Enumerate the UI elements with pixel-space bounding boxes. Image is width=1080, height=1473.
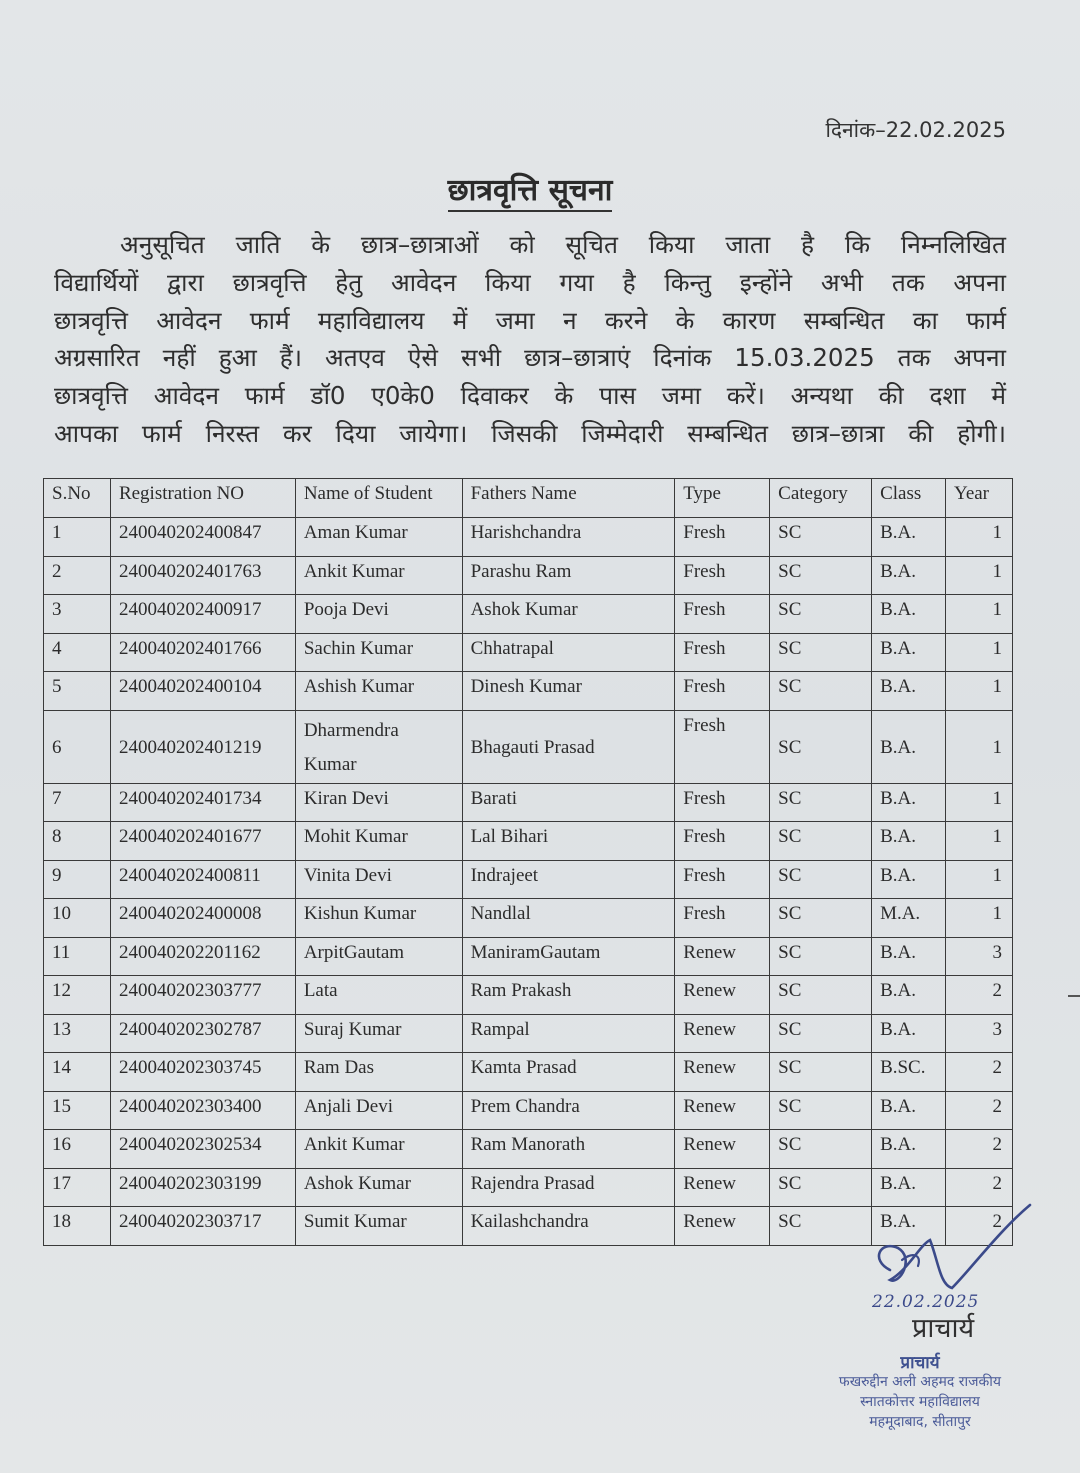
cell-student-name: Ankit Kumar <box>295 1130 462 1169</box>
cell-type: Renew <box>675 1014 770 1053</box>
table-row <box>44 899 1013 938</box>
cell-registration: 240040202302534 <box>110 1130 295 1169</box>
cell-registration: 240040202303717 <box>110 1207 295 1246</box>
cell-father-name: Rampal <box>462 1014 675 1053</box>
cell-sno: 1 <box>44 518 111 557</box>
cell-category: SC <box>770 783 872 822</box>
cell-father-name: ManiramGautam <box>462 937 675 976</box>
table-row <box>44 556 1013 595</box>
table-row <box>44 1130 1013 1169</box>
cell-year: 3 <box>946 937 1013 976</box>
cell-type: Renew <box>675 976 770 1015</box>
cell-type: Fresh <box>675 672 770 711</box>
cell-type: Renew <box>675 1091 770 1130</box>
cell-student-name: Ankit Kumar <box>295 556 462 595</box>
cell-father-name: Dinesh Kumar <box>462 672 675 711</box>
cell-student-name: Kishun Kumar <box>295 899 462 938</box>
cell-year: 1 <box>946 710 1013 783</box>
cell-year: 2 <box>946 1091 1013 1130</box>
cell-type: Fresh <box>675 518 770 557</box>
cell-sno: 4 <box>44 633 111 672</box>
table-row <box>44 633 1013 672</box>
cell-sno: 15 <box>44 1091 111 1130</box>
cell-student-name: Kiran Devi <box>295 783 462 822</box>
cell-sno: 8 <box>44 822 111 861</box>
header-year: Year <box>946 479 1013 518</box>
cell-class: B.A. <box>872 595 946 634</box>
cell-class: B.A. <box>872 1130 946 1169</box>
notice-line: अग्रसारित नहीं हुआ हैं। अतएव ऐसे सभी छात्र–छात्राएं दिनांक 15.03.2025 तक अपना <box>54 343 1006 373</box>
header-registration: Registration NO <box>110 479 295 518</box>
cell-year: 2 <box>946 1168 1013 1207</box>
cell-type: Renew <box>675 1053 770 1092</box>
cell-student-name: Pooja Devi <box>295 595 462 634</box>
cell-type: Fresh <box>675 633 770 672</box>
header-class: Class <box>872 479 946 518</box>
cell-category: SC <box>770 710 872 783</box>
cell-year: 2 <box>946 1130 1013 1169</box>
table-row <box>44 672 1013 711</box>
stamp-line-college-type: स्नातकोत्तर महाविद्यालय <box>860 1394 980 1410</box>
cell-student-name: Mohit Kumar <box>295 822 462 861</box>
cell-year: 1 <box>946 822 1013 861</box>
cell-registration: 240040202401219 <box>110 710 295 783</box>
cell-registration: 240040202201162 <box>110 937 295 976</box>
cell-registration: 240040202400104 <box>110 672 295 711</box>
cell-class: B.A. <box>872 633 946 672</box>
cell-category: SC <box>770 518 872 557</box>
cell-category: SC <box>770 556 872 595</box>
cell-sno: 6 <box>44 710 111 783</box>
cell-class: B.A. <box>872 937 946 976</box>
cell-registration: 240040202400917 <box>110 595 295 634</box>
notice-title-text: छात्रवृत्ति सूचना <box>448 173 613 212</box>
cell-student-name: Anjali Devi <box>295 1091 462 1130</box>
table-row <box>44 710 1013 783</box>
table-row <box>44 783 1013 822</box>
notice-line: विद्यार्थियों द्वारा छात्रवृत्ति हेतु आवेदन किया गया है किन्तु इन्होंने अभी तक अपना <box>54 267 1006 297</box>
notice-date: दिनांक–22.02.2025 <box>825 118 1006 142</box>
cell-category: SC <box>770 822 872 861</box>
cell-class: B.A. <box>872 518 946 557</box>
cell-registration: 240040202400811 <box>110 860 295 899</box>
table-body <box>44 518 1013 1246</box>
cell-class: B.A. <box>872 976 946 1015</box>
cell-year: 2 <box>946 976 1013 1015</box>
cell-student-name: Ram Das <box>295 1053 462 1092</box>
cell-class: B.A. <box>872 556 946 595</box>
signature-block <box>800 1200 1060 1450</box>
cell-year: 1 <box>946 783 1013 822</box>
cell-year: 2 <box>946 1207 1013 1246</box>
notice-line: छात्रवृत्ति आवेदन फार्म डॉ0 ए0के0 दिवाकर के पास जमा करें। अन्यथा की दशा में <box>54 381 1006 411</box>
cell-father-name: Harishchandra <box>462 518 675 557</box>
cell-type: Fresh <box>675 899 770 938</box>
header-sno: S.No <box>44 479 111 518</box>
cell-year: 3 <box>946 1014 1013 1053</box>
cell-sno: 18 <box>44 1207 111 1246</box>
cell-class: B.A. <box>872 672 946 711</box>
cell-type: Fresh <box>675 860 770 899</box>
notice-line: आपका फार्म निरस्त कर दिया जायेगा। जिसकी जिम्मेदारी सम्बन्धित छात्र–छात्रा की होगी। <box>54 418 1006 448</box>
cell-student-name: Sachin Kumar <box>295 633 462 672</box>
principal-designation: प्राचार्य <box>912 1313 975 1344</box>
edge-mark <box>1068 995 1080 997</box>
cell-father-name: Ashok Kumar <box>462 595 675 634</box>
cell-sno: 16 <box>44 1130 111 1169</box>
notice-title <box>0 168 1060 209</box>
cell-student-name: ArpitGautam <box>295 937 462 976</box>
table-row <box>44 976 1013 1015</box>
cell-registration: 240040202303777 <box>110 976 295 1015</box>
cell-year: 1 <box>946 518 1013 557</box>
cell-registration: 240040202400847 <box>110 518 295 557</box>
table-row <box>44 822 1013 861</box>
cell-year: 1 <box>946 860 1013 899</box>
cell-sno: 3 <box>44 595 111 634</box>
cell-student-name: Lata <box>295 976 462 1015</box>
cell-student-name: Aman Kumar <box>295 518 462 557</box>
cell-father-name: Barati <box>462 783 675 822</box>
cell-registration: 240040202401734 <box>110 783 295 822</box>
cell-sno: 5 <box>44 672 111 711</box>
cell-registration: 240040202303400 <box>110 1091 295 1130</box>
stamp-title: प्राचार्य <box>900 1353 940 1373</box>
cell-sno: 9 <box>44 860 111 899</box>
signature-stroke <box>879 1205 1030 1288</box>
cell-sno: 17 <box>44 1168 111 1207</box>
table-row <box>44 860 1013 899</box>
cell-sno: 2 <box>44 556 111 595</box>
cell-class: B.A. <box>872 822 946 861</box>
cell-year: 1 <box>946 899 1013 938</box>
cell-class: B.A. <box>872 1207 946 1246</box>
cell-father-name: Lal Bihari <box>462 822 675 861</box>
cell-father-name: Prem Chandra <box>462 1091 675 1130</box>
cell-father-name: Bhagauti Prasad <box>462 710 675 783</box>
cell-category: SC <box>770 976 872 1015</box>
cell-father-name: Chhatrapal <box>462 633 675 672</box>
cell-sno: 11 <box>44 937 111 976</box>
cell-type: Fresh <box>675 783 770 822</box>
cell-father-name: Rajendra Prasad <box>462 1168 675 1207</box>
cell-sno: 10 <box>44 899 111 938</box>
cell-class: B.A. <box>872 1091 946 1130</box>
student-name-line: Dharmendra <box>303 719 399 741</box>
cell-father-name: Nandlal <box>462 899 675 938</box>
notice-line: छात्रवृत्ति आवेदन फार्म महाविद्यालय में जमा न करने के कारण सम्बन्धित का फार्म <box>54 305 1006 335</box>
cell-father-name: Kamta Prasad <box>462 1053 675 1092</box>
notice-body <box>54 226 1006 453</box>
header-student-name: Name of Student <box>295 479 462 518</box>
cell-type: Fresh <box>675 595 770 634</box>
cell-category: SC <box>770 860 872 899</box>
cell-class: M.A. <box>872 899 946 938</box>
cell-student-name <box>295 710 462 783</box>
cell-father-name: Indrajeet <box>462 860 675 899</box>
cell-student-name: Ashok Kumar <box>295 1168 462 1207</box>
cell-class: B.A. <box>872 860 946 899</box>
cell-category: SC <box>770 937 872 976</box>
table-header-row <box>44 479 1013 518</box>
cell-student-name: Sumit Kumar <box>295 1207 462 1246</box>
cell-class: B.A. <box>872 783 946 822</box>
cell-type: Renew <box>675 1130 770 1169</box>
cell-father-name: Kailashchandra <box>462 1207 675 1246</box>
cell-type: Renew <box>675 1168 770 1207</box>
table-row <box>44 1014 1013 1053</box>
cell-year: 2 <box>946 1053 1013 1092</box>
cell-registration: 240040202303199 <box>110 1168 295 1207</box>
cell-category: SC <box>770 1014 872 1053</box>
cell-class: B.A. <box>872 1014 946 1053</box>
table-row <box>44 937 1013 976</box>
table-row <box>44 1091 1013 1130</box>
cell-year: 1 <box>946 595 1013 634</box>
notice-line: अनुसूचित जाति के छात्र–छात्राओं को सूचित किया जाता है कि निम्नलिखित <box>120 230 1006 259</box>
cell-class: B.A. <box>872 1168 946 1207</box>
cell-year: 1 <box>946 633 1013 672</box>
cell-type: Fresh <box>675 822 770 861</box>
stamp-line-location: महमूदाबाद, सीतापुर <box>869 1414 971 1430</box>
header-type: Type <box>675 479 770 518</box>
cell-sno: 14 <box>44 1053 111 1092</box>
cell-student-name: Vinita Devi <box>295 860 462 899</box>
cell-class: B.SC. <box>872 1053 946 1092</box>
cell-category: SC <box>770 1207 872 1246</box>
cell-student-name: Ashish Kumar <box>295 672 462 711</box>
cell-category: SC <box>770 899 872 938</box>
cell-category: SC <box>770 595 872 634</box>
cell-registration: 240040202401763 <box>110 556 295 595</box>
cell-registration: 240040202401766 <box>110 633 295 672</box>
cell-category: SC <box>770 1091 872 1130</box>
cell-category: SC <box>770 672 872 711</box>
header-category: Category <box>770 479 872 518</box>
table-row <box>44 595 1013 634</box>
cell-sno: 13 <box>44 1014 111 1053</box>
cell-registration: 240040202302787 <box>110 1014 295 1053</box>
cell-category: SC <box>770 633 872 672</box>
stamp-line-college: फखरुद्दीन अली अहमद राजकीय <box>838 1374 1002 1390</box>
cell-category: SC <box>770 1168 872 1207</box>
cell-type: Fresh <box>675 710 770 783</box>
cell-category: SC <box>770 1130 872 1169</box>
table-row <box>44 1053 1013 1092</box>
cell-registration: 240040202401677 <box>110 822 295 861</box>
cell-father-name: Parashu Ram <box>462 556 675 595</box>
students-table <box>43 478 1013 1246</box>
cell-registration: 240040202303745 <box>110 1053 295 1092</box>
cell-year: 1 <box>946 556 1013 595</box>
header-father-name: Fathers Name <box>462 479 675 518</box>
cell-type: Renew <box>675 1207 770 1246</box>
cell-category: SC <box>770 1053 872 1092</box>
cell-father-name: Ram Prakash <box>462 976 675 1015</box>
cell-sno: 7 <box>44 783 111 822</box>
cell-sno: 12 <box>44 976 111 1015</box>
cell-registration: 240040202400008 <box>110 899 295 938</box>
cell-father-name: Ram Manorath <box>462 1130 675 1169</box>
cell-class: B.A. <box>872 710 946 783</box>
cell-year: 1 <box>946 672 1013 711</box>
cell-student-name: Suraj Kumar <box>295 1014 462 1053</box>
cell-type: Renew <box>675 937 770 976</box>
student-name-line: Kumar <box>303 753 357 775</box>
cell-type: Fresh <box>675 556 770 595</box>
signature-date: 22.02.2025 <box>872 1292 980 1312</box>
table-row <box>44 518 1013 557</box>
